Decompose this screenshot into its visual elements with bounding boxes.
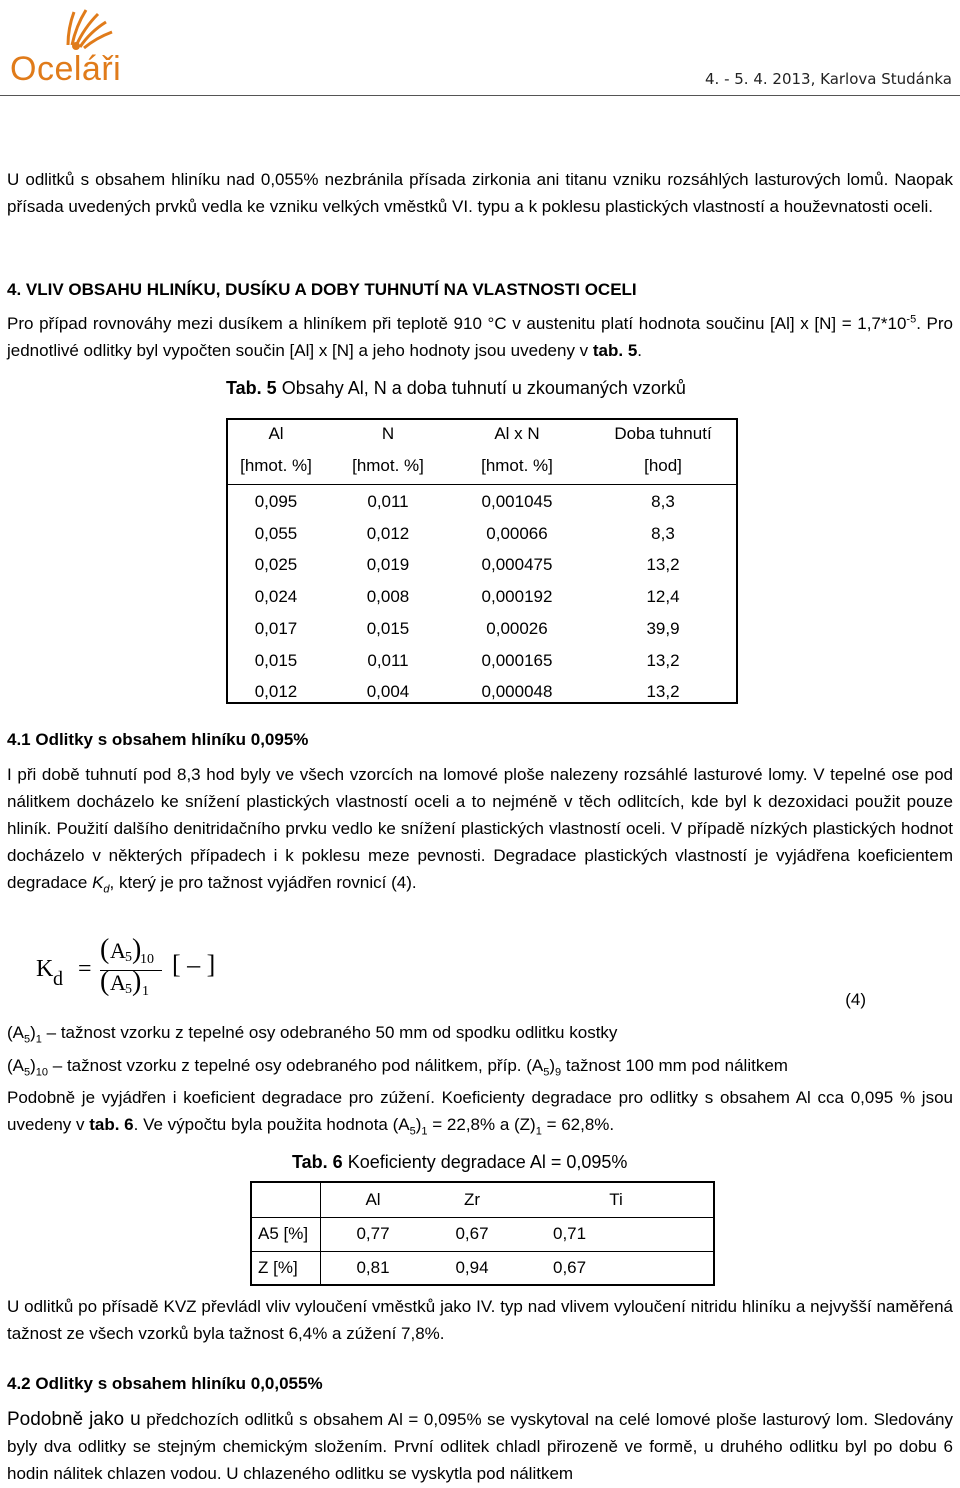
section-4-text-end: . xyxy=(637,341,643,360)
zuzeni-text-d: = 22,8% a (Z) xyxy=(427,1115,536,1134)
def1-symbol: (A xyxy=(7,1023,24,1042)
table-5-cell: 0,000165 xyxy=(481,650,553,670)
table-5-cell: 0,011 xyxy=(367,650,409,670)
kd-symbol: K xyxy=(92,873,104,892)
table-5-cell: 0,055 xyxy=(254,523,298,543)
table-6 xyxy=(250,1181,715,1286)
formula-unit: [ – ] xyxy=(172,950,216,979)
table-5-header-rule xyxy=(228,484,736,485)
zuzeni-text-c: ) xyxy=(415,1115,422,1134)
table-5-cell: 8,3 xyxy=(651,492,675,511)
section-4-1-text-a: I při době tuhnutí pod 8,3 hod byly ve všech vzorcích na lomové ploše nalezeny rozsáhlé lasturové lomy. V tepelné ose pod nálitkem docházelo ke snížení plastických vlastností oceli a to nejméně v těch odlitcích, kde byl k dezoxidaci použit pouze hliník. Použití dalšího denitridačního prvku vedlo ke snížení plastických vlastností oceli. V případě nízkých plastických hodnot docházelo v některých případech i k poklesu meze pevnosti. Degradace plastických vlastností je vyjádřena koeficientem degradace xyxy=(7,765,953,892)
table-5-row xyxy=(228,585,736,615)
formula-paren-open-den: ( xyxy=(100,966,110,997)
def1-index: 1 xyxy=(35,1033,42,1046)
table-6-reference: tab. 6 xyxy=(89,1115,134,1134)
def1-sub5: 5 xyxy=(24,1033,31,1046)
table-6-col-ti: Ti xyxy=(609,1189,623,1209)
table-5-cell: 0,012 xyxy=(254,682,298,702)
section-4-2-lead: Podobně jako u xyxy=(7,1409,141,1430)
def2-text-b: tažnost 100 mm pod nálitkem xyxy=(561,1056,788,1075)
formula-equals: = xyxy=(78,956,92,982)
table-5-cell: 8,3 xyxy=(651,523,675,543)
table-6-caption xyxy=(292,1152,627,1173)
table-5-cell: 13,2 xyxy=(646,650,680,670)
table-5-cell: 0,000192 xyxy=(481,587,553,607)
table-5-header-n: N xyxy=(381,424,395,443)
formula-paren-close-num: ) xyxy=(132,934,142,965)
section-4-paragraph xyxy=(7,310,953,364)
def2-close-b: ) xyxy=(549,1056,556,1075)
table-6-col-zr: Zr xyxy=(463,1189,481,1209)
kvz-paragraph: U odlitků po přísadě KVZ převládl vliv vyloučení vměstků jako IV. typ nad vlivem vyloučení nitridu hliníku a nejvyšší naměřená tažnost ze všech vzorků byla tažnost 6,4% a zúžení 7,8%. xyxy=(7,1297,953,1343)
formula-number: (4) xyxy=(845,990,866,1009)
table-5-reference: tab. 5 xyxy=(592,341,638,360)
formula-paren-open-num: ( xyxy=(100,934,110,965)
table-5-cell: 0,024 xyxy=(254,587,298,607)
table-6-row xyxy=(251,1251,714,1285)
table-5-cell: 0,011 xyxy=(367,492,409,511)
table-5-caption-text: Obsahy Al, N a doba tuhnutí u zkoumaných vzorků xyxy=(276,378,686,398)
section-4-1-text-b: , který je pro tažnost vyjádřen rovnicí (4). xyxy=(109,873,417,892)
table-5-row xyxy=(228,522,736,552)
section-4-1-heading: 4.1 Odlitky s obsahem hliníku 0,095% xyxy=(7,730,309,749)
table-6-cell: 0,77 xyxy=(356,1224,390,1243)
table-6-header-row xyxy=(251,1182,714,1217)
section-4-1-paragraph xyxy=(7,761,953,896)
zuzeni-paragraph xyxy=(7,1084,953,1138)
def1-text: – tažnost vzorku z tepelné osy odebraného 50 mm od spodku odlitku kostky xyxy=(41,1023,618,1042)
event-dates: 4. - 5. 4. 2013, Karlova Studánka xyxy=(705,70,952,88)
table-5-label: Tab. 5 xyxy=(226,378,277,398)
def2-index: 10 xyxy=(35,1066,49,1079)
table-6-row-label: Z [%] xyxy=(251,1251,321,1285)
table-5-cell: 0,004 xyxy=(366,682,410,702)
zuzeni-idx2: 1 xyxy=(535,1125,542,1138)
zuzeni-text-b: . Ve výpočtu byla použita hodnota (A xyxy=(133,1115,410,1134)
table-6-row xyxy=(251,1217,714,1251)
section-4-text-b: . Pro jednotlivé odlitky byl vypočten součin [Al] x [N] a jeho hodnoty jsou uvedeny v xyxy=(7,314,953,360)
table-5-row xyxy=(228,680,736,710)
exponent: -5 xyxy=(906,313,917,326)
def2-text: – tažnost vzorku z tepelné osy odebraného pod nálitkem, příp. (A xyxy=(48,1056,544,1075)
table-5-header-al: Al xyxy=(268,424,284,443)
table-6-label: Tab. 6 xyxy=(292,1152,343,1172)
table-5-row xyxy=(228,553,736,583)
def2-index-b: 9 xyxy=(555,1066,562,1079)
table-5-unit-alxn: [hmot. %] xyxy=(481,456,553,475)
logo xyxy=(6,6,156,88)
table-6-cell: 0,67 xyxy=(553,1257,587,1277)
table-5-cell: 0,008 xyxy=(366,587,410,607)
table-5-cell: 0,000048 xyxy=(481,682,553,702)
table-6-col-al: Al xyxy=(365,1189,381,1209)
zuzeni-text-e: = 62,8%. xyxy=(541,1115,615,1134)
table-5-cell: 0,00066 xyxy=(486,523,548,543)
def2-sub5b: 5 xyxy=(543,1066,550,1079)
table-6-cell: 0,71 xyxy=(553,1224,587,1243)
table-5-cell: 0,015 xyxy=(254,650,298,670)
table-5-cell: 0,095 xyxy=(254,492,298,511)
table-5-cell: 0,015 xyxy=(366,618,410,638)
table-5-cell: 13,2 xyxy=(646,555,680,575)
table-5-cell: 0,000475 xyxy=(481,555,553,575)
table-6-cell: 0,94 xyxy=(455,1257,489,1277)
table-6-row-label: A5 [%] xyxy=(251,1217,321,1251)
zuzeni-text-a: Podobně je vyjádřen i koeficient degradace pro zúžení. Koeficienty degradace pro odlitky s obsahem Al cca 0,095 % jsou uvedeny v xyxy=(7,1088,953,1134)
table-5-unit-al: [hmot. %] xyxy=(240,456,312,475)
def1-close: ) xyxy=(30,1023,36,1042)
intro-paragraph: U odlitků s obsahem hliníku nad 0,055% nezbránila přísada zirkonia ani titanu vzniku rozsáhlých lasturových lomů. Naopak přísada uvedených prvků vedla ke vzniku velkých vměstků VI. typu a k poklesu plastických vlastností a houževnatosti oceli. xyxy=(7,170,953,216)
table-5-header xyxy=(228,420,736,484)
degradation-formula xyxy=(36,934,276,1010)
formula-num-outer: 10 xyxy=(140,952,154,967)
table-5-cell: 0,025 xyxy=(254,555,298,575)
table-5-cell: 0,017 xyxy=(254,618,298,638)
table-5-cell: 0,019 xyxy=(366,555,410,575)
formula-num-sub: 5 xyxy=(125,950,132,965)
section-4-2-paragraph xyxy=(7,1406,953,1487)
definition-a5-10 xyxy=(7,1052,953,1079)
formula-den-sub: 5 xyxy=(125,982,132,997)
table-5-unit-n: [hmot. %] xyxy=(352,456,424,475)
table-5-caption xyxy=(226,378,686,399)
def2-close: ) xyxy=(30,1056,36,1075)
formula-k: K xyxy=(36,956,54,982)
table-6-cell: 0,81 xyxy=(356,1257,390,1277)
def2-sub5: 5 xyxy=(24,1066,31,1079)
def2-symbol: (A xyxy=(7,1056,24,1075)
section-4-text-a: Pro případ rovnováhy mezi dusíkem a hliníkem při teplotě 910 °C v austenitu platí hodnota součinu [Al] x [N] = 1,7*10 xyxy=(7,314,907,333)
formula-k-sub: d xyxy=(53,968,63,990)
section-4-heading: 4. VLIV OBSAHU HLINÍKU, DUSÍKU A DOBY TUHNUTÍ NA VLASTNOSTI OCELI xyxy=(7,280,637,299)
table-6-cell: 0,67 xyxy=(455,1224,489,1243)
table-5-row xyxy=(228,649,736,679)
table-5-row xyxy=(228,617,736,647)
formula-den-a: A xyxy=(110,970,126,995)
zuzeni-sub5: 5 xyxy=(409,1125,416,1138)
table-5-row xyxy=(228,490,736,520)
table-6-caption-text: Koeficienty degradace Al = 0,095% xyxy=(342,1152,628,1172)
table-6-corner xyxy=(251,1182,321,1217)
formula-paren-close-den: ) xyxy=(132,966,142,997)
header-divider xyxy=(0,95,960,96)
table-5-cell: 13,2 xyxy=(646,682,680,702)
table-5-cell: 12,4 xyxy=(646,587,680,607)
definition-a5-1 xyxy=(7,1019,953,1046)
formula-den-outer: 1 xyxy=(142,984,149,999)
table-5-cell: 0,012 xyxy=(366,523,410,543)
table-5-cell: 39,9 xyxy=(646,618,680,638)
section-4-2-text: předchozích odlitků s obsahem Al = 0,095% se vyskytoval na celé lomové ploše lasturový lom. Sledovány byly dva odlitky se stejným chemickým složením. První odlitek chladl přirozeně ve formě, u druhého odlitku byl po dobu 6 hodin nálitek chlazen vodou. U chlazeného odlitku se vyskytla pod nálitkem xyxy=(7,1410,953,1483)
table-5-cell: 0,001045 xyxy=(481,492,553,511)
logo-text: Oceláři xyxy=(10,50,122,88)
zuzeni-idx1: 1 xyxy=(421,1125,428,1138)
formula-num-a: A xyxy=(110,938,126,963)
kd-subscript: d xyxy=(103,883,110,896)
section-4-2-heading: 4.2 Odlitky s obsahem hliníku 0,0,055% xyxy=(7,1374,323,1393)
table-5-unit-time: [hod] xyxy=(644,456,682,475)
table-5-cell: 0,00026 xyxy=(486,618,548,638)
table-5 xyxy=(226,418,738,704)
table-5-header-time: Doba tuhnutí xyxy=(614,424,712,443)
table-5-header-alxn: Al x N xyxy=(494,424,540,443)
